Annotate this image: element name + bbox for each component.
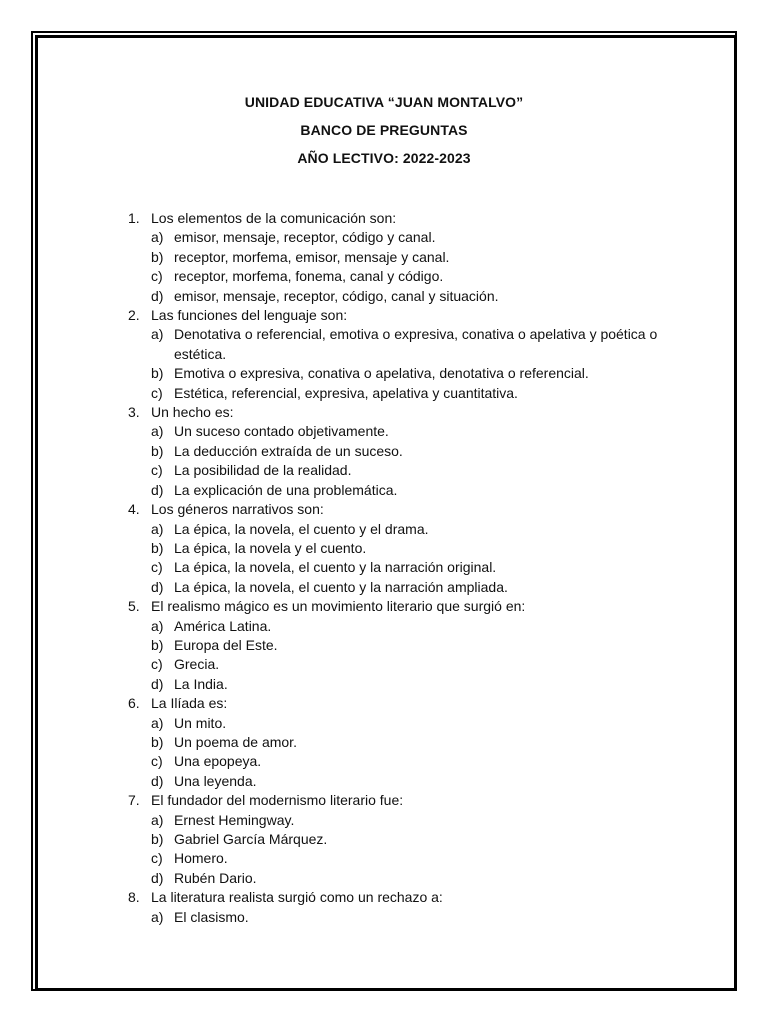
option-text: Estética, referencial, expresiva, apelativa y cuantitativa.: [174, 384, 518, 401]
answer-option: [128, 908, 668, 927]
option-text: Gabriel García Márquez.: [174, 831, 328, 847]
option-letter: b): [151, 636, 164, 653]
option-letter: b): [151, 539, 164, 556]
answer-option: [128, 714, 668, 733]
question-3: [128, 403, 668, 422]
answer-option: [128, 325, 668, 364]
option-letter: a): [151, 423, 164, 440]
answer-option: [128, 384, 668, 403]
option-letter: c): [151, 656, 163, 673]
option-text: receptor, morfema, emisor, mensaje y canal.: [174, 248, 450, 265]
question-2: [128, 306, 668, 325]
option-text: América Latina.: [174, 617, 272, 634]
option-letter: d): [151, 481, 164, 498]
question-number: 8.: [128, 889, 140, 906]
option-text: Una leyenda.: [174, 772, 257, 789]
answer-option: [128, 617, 668, 636]
option-letter: c): [151, 850, 163, 867]
option-text: La épica, la novela, el cuento y la narración original.: [174, 559, 497, 576]
answer-option: [128, 869, 668, 888]
option-letter: c): [151, 462, 163, 479]
option-letter: d): [151, 675, 164, 692]
question-text: Las funciones del lenguaje son:: [151, 307, 348, 324]
question-8: [128, 888, 668, 907]
answer-option: [128, 655, 668, 674]
option-text: La épica, la novela, el cuento y la narración ampliada.: [174, 578, 508, 595]
question-text: Los elementos de la comunicación son:: [151, 210, 397, 226]
option-text: El clasismo.: [174, 908, 249, 925]
option-text: Homero.: [174, 850, 228, 867]
option-letter: d): [151, 772, 164, 789]
answer-option: [128, 578, 668, 597]
question-4: [128, 500, 668, 519]
question-number: 2.: [128, 307, 140, 324]
option-letter: a): [151, 229, 164, 246]
answer-option: [128, 675, 668, 694]
question-number: 4.: [128, 501, 140, 518]
option-text: La India.: [174, 675, 228, 692]
option-letter: a): [151, 520, 164, 537]
option-letter: d): [151, 287, 164, 304]
answer-option: [128, 481, 668, 500]
answer-option: [128, 539, 668, 558]
answer-option: [128, 733, 668, 752]
option-text: La posibilidad de la realidad.: [174, 462, 352, 479]
option-letter: b): [151, 248, 164, 265]
question-text: Los géneros narrativos son:: [151, 501, 324, 518]
answer-option: [128, 442, 668, 461]
option-text: Rubén Dario.: [174, 869, 257, 886]
option-text: Un poema de amor.: [174, 733, 297, 750]
option-text: La deducción extraída de un suceso.: [174, 442, 403, 459]
option-letter: a): [151, 908, 164, 925]
question-1: [128, 209, 668, 228]
option-text: Una epopeya.: [174, 753, 262, 770]
answer-option: [128, 267, 668, 286]
answer-option: [128, 461, 668, 480]
option-letter: d): [151, 869, 164, 886]
option-text: emisor, mensaje, receptor, código y canal.: [174, 229, 436, 246]
option-letter: a): [151, 714, 164, 731]
question-7: [128, 791, 668, 810]
answer-option: [128, 558, 668, 577]
answer-option: [128, 636, 668, 655]
school-name: UNIDAD EDUCATIVA “JUAN MONTALVO”: [244, 94, 524, 110]
option-text: La épica, la novela y el cuento.: [174, 539, 367, 556]
question-number: 6.: [128, 695, 140, 712]
option-letter: a): [151, 326, 164, 343]
question-6: [128, 694, 668, 713]
question-list: [128, 209, 668, 927]
option-letter: c): [151, 384, 163, 401]
option-text: Emotiva o expresiva, conativa o apelativa, denotativa o referencial.: [174, 365, 589, 382]
option-text: emisor, mensaje, receptor, código, canal y situación.: [174, 287, 499, 304]
option-text: La explicación de una problemática.: [174, 481, 398, 498]
answer-option: [128, 849, 668, 868]
answer-option: [128, 520, 668, 539]
answer-option: [128, 772, 668, 791]
option-text: Europa del Este.: [174, 636, 278, 653]
document-header: [0, 88, 768, 172]
option-letter: c): [151, 268, 163, 285]
answer-option: [128, 811, 668, 830]
option-letter: c): [151, 559, 163, 576]
option-text: Un mito.: [174, 714, 227, 731]
option-letter: b): [151, 733, 164, 750]
question-number: 3.: [128, 404, 140, 421]
option-letter: a): [151, 617, 164, 634]
answer-option: [128, 422, 668, 441]
option-text: Ernest Hemingway.: [174, 811, 295, 828]
question-5: [128, 597, 668, 616]
school-year: AÑO LECTIVO: 2022-2023: [297, 150, 471, 166]
option-letter: a): [151, 811, 164, 828]
question-number: 5.: [128, 598, 140, 615]
answer-option: [128, 364, 668, 383]
option-letter: c): [151, 753, 163, 770]
question-number: 1.: [128, 210, 140, 226]
option-text: receptor, morfema, fonema, canal y código.: [174, 268, 444, 285]
option-text: Un suceso contado objetivamente.: [174, 423, 389, 440]
question-text: Un hecho es:: [151, 404, 234, 421]
answer-option: [128, 287, 668, 306]
option-letter: d): [151, 578, 164, 595]
answer-option: [128, 830, 668, 849]
document-title: BANCO DE PREGUNTAS: [300, 122, 468, 138]
answer-option: [128, 752, 668, 771]
question-text: La Ilíada es:: [151, 695, 228, 712]
question-text: La literatura realista surgió como un rechazo a:: [151, 889, 443, 906]
question-number: 7.: [128, 792, 140, 809]
option-text: La épica, la novela, el cuento y el drama.: [174, 520, 429, 537]
answer-option: [128, 248, 668, 267]
option-text: Grecia.: [174, 656, 220, 673]
question-text: El fundador del modernismo literario fue:: [151, 792, 404, 809]
option-text: Denotativa o referencial, emotiva o expresiva, conativa o apelativa y poética o estética.: [174, 326, 658, 362]
option-letter: b): [151, 365, 164, 382]
question-text: El realismo mágico es un movimiento literario que surgió en:: [151, 598, 526, 615]
option-letter: b): [151, 442, 164, 459]
answer-option: [128, 228, 668, 247]
option-letter: b): [151, 831, 164, 847]
